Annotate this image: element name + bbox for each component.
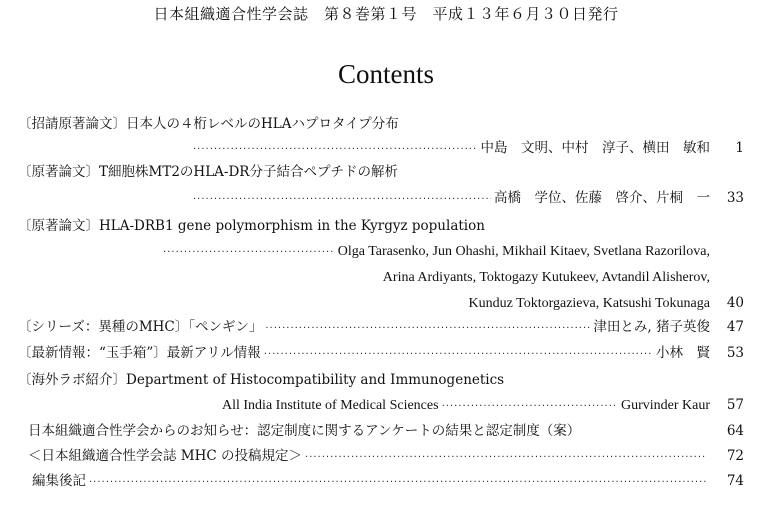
leader-dots bbox=[193, 191, 491, 209]
toc-entry-1-author-row bbox=[190, 139, 744, 159]
toc-entry-6-author-row bbox=[222, 396, 744, 416]
toc-entry-4-row bbox=[18, 318, 744, 338]
toc-entry-7-row bbox=[28, 422, 744, 442]
toc-entry-8-row bbox=[28, 447, 744, 467]
leader-dots bbox=[264, 346, 653, 364]
toc-entry-2-label: 〔原著論文〕T細胞株MT2のHLA-DR分子結合ペプチドの解析 bbox=[18, 164, 398, 180]
toc-entry-3-authors-3: Kunduz Toktorgazieva, Katsushi Tokunaga bbox=[468, 296, 710, 311]
toc-entry-5-label: 〔最新情報：“玉手箱”〕最新アリル情報 bbox=[18, 345, 261, 361]
toc-entry-5-authors: 小林 賢 bbox=[656, 345, 710, 361]
toc-entry-3-authors-3-row bbox=[469, 294, 744, 313]
toc-entry-3-page: 40 bbox=[726, 295, 744, 311]
toc-entry-6-page: 57 bbox=[726, 397, 744, 413]
toc-entry-9-row bbox=[32, 472, 744, 492]
leader-dots bbox=[305, 449, 707, 467]
leader-dots bbox=[442, 398, 618, 416]
toc-entry-9-page: 74 bbox=[726, 473, 744, 489]
toc-entry-6-institution: All India Institute of Medical Sciences bbox=[222, 398, 439, 413]
toc-entry-3-authors-1: Olga Tarasenko, Jun Ohashi, Mikhail Kitaev, Svetlana Razorilova, bbox=[337, 244, 710, 259]
toc-entry-3-label: 〔原著論文〕HLA-DRB1 gene polymorphism in the Kyrgyz population bbox=[18, 218, 485, 234]
leader-dots bbox=[265, 320, 590, 338]
toc-entry-5-page: 53 bbox=[726, 345, 744, 361]
toc-entry-5-row bbox=[18, 344, 744, 364]
toc-entry-7-page: 64 bbox=[726, 423, 744, 439]
leader-dots bbox=[89, 474, 707, 492]
contents-title: Contents bbox=[337, 59, 434, 89]
toc-entry-3-author-row-1 bbox=[160, 243, 710, 262]
toc-entry-1-authors: 中島 文明、中村 淳子、横田 敏和 bbox=[480, 140, 710, 156]
toc-entry-4-label: 〔シリーズ：異種のMHC〕「ペンギン」 bbox=[18, 319, 263, 335]
toc-entry-6-authors: Gurvinder Kaur bbox=[620, 398, 710, 413]
toc-entry-2-author-row bbox=[190, 189, 744, 209]
toc-entry-1-label: 〔招請原著論文〕日本人の４桁レベルのHLAハプロタイプ分布 bbox=[18, 116, 399, 132]
journal-header: 日本組織適合性学会誌 第８巻第１号 平成１３年６月３０日発行 bbox=[153, 5, 619, 23]
toc-entry-4-authors: 津田とみ, 猪子英俊 bbox=[593, 319, 710, 335]
toc-entry-9-label: 編集後記 bbox=[32, 473, 86, 489]
toc-entry-8-label: ＜日本組織適合性学会誌 MHC の投稿規定＞ bbox=[28, 448, 303, 464]
toc-entry-2-page: 33 bbox=[726, 190, 744, 206]
leader-dots bbox=[193, 141, 478, 159]
toc-entry-3-authors-2-text: Arina Ardiyants, Toktogazy Kutukeev, Avtandil Alisherov, bbox=[382, 270, 710, 285]
toc-entry-7-label: 日本組織適合性学会からのお知らせ：認定制度に関するアンケートの結果と認定制度（案） bbox=[28, 423, 581, 439]
toc-entry-8-page: 72 bbox=[726, 448, 744, 464]
toc-entry-6-label: 〔海外ラボ紹介〕Department of Histocompatibility and Immunogenetics bbox=[18, 372, 505, 388]
toc-entry-4-page: 47 bbox=[726, 319, 744, 335]
leader-dots bbox=[163, 244, 335, 262]
toc-entry-3-authors-2 bbox=[383, 268, 710, 287]
toc-entry-2-authors: 高橋 学位、佐藤 啓介、片桐 一 bbox=[494, 190, 710, 206]
toc-entry-1-page: 1 bbox=[735, 140, 744, 156]
